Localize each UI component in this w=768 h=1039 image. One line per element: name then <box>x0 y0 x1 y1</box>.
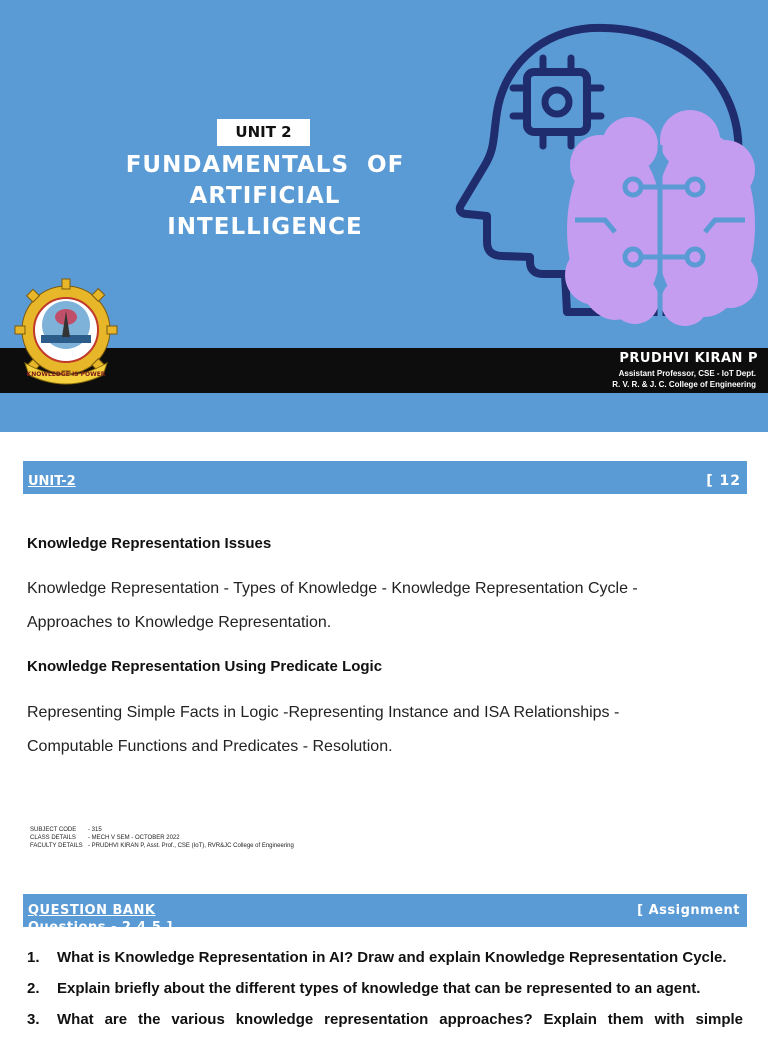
question-text: Explain briefly about the different types of knowledge that can be represented to an agent. <box>57 980 701 997</box>
cover-title-line: INTELLIGENCE <box>167 214 363 240</box>
meta-key: SUBJECT CODE <box>30 827 77 833</box>
section-paragraph <box>27 572 741 640</box>
paragraph-line: Approaches to Knowledge Representation. <box>27 614 332 631</box>
question-number: 2. <box>27 980 40 997</box>
question-text: What are the various knowledge representation approaches? Explain them with simple <box>57 1011 743 1028</box>
course-meta <box>30 826 294 850</box>
paragraph-line: Computable Functions and Predicates - Resolution. <box>27 738 393 755</box>
meta-row <box>30 842 294 850</box>
question-number: 3. <box>27 1011 40 1028</box>
cover-title <box>100 150 430 243</box>
list-item <box>27 1008 743 1039</box>
paragraph-line: Knowledge Representation - Types of Knowledge - Knowledge Representation Cycle - <box>27 580 638 597</box>
meta-key: FACULTY DETAILS <box>30 843 83 849</box>
college-logo-icon <box>15 275 118 390</box>
cover-title-line: FUNDAMENTALS OF <box>125 152 405 178</box>
section-heading: Knowledge Representation Issues <box>27 535 272 552</box>
meta-row <box>30 826 294 834</box>
cover-title-line: ARTIFICIAL <box>189 183 341 209</box>
unit-header-bar <box>23 461 747 494</box>
question-bank-label[interactable]: QUESTION BANK <box>28 903 156 918</box>
unit-header-periods: [ 12 <box>706 473 741 489</box>
meta-key: CLASS DETAILS <box>30 835 76 841</box>
question-text: What is Knowledge Representation in AI? Draw and explain Knowledge Representation Cycle. <box>57 949 727 966</box>
svg-text:KNOWLEDGE IS POWER: KNOWLEDGE IS POWER <box>26 371 106 378</box>
question-bank-assignment-questions: Questions - 2,4,5 ] <box>28 920 173 935</box>
ai-head-icon <box>455 20 760 330</box>
section-paragraph <box>27 696 741 764</box>
list-item <box>27 946 743 977</box>
author-role-line: Assistant Professor, CSE - IoT Dept. <box>618 369 756 378</box>
author-name: PRUDHVI KIRAN P <box>619 351 758 366</box>
question-list <box>27 946 743 1039</box>
section-heading: Knowledge Representation Using Predicate Logic <box>27 658 383 675</box>
unit-label: UNIT 2 <box>217 119 310 146</box>
question-bank-bar <box>23 894 747 935</box>
unit-header-label[interactable]: UNIT-2 <box>28 474 76 489</box>
list-item <box>27 977 743 1008</box>
author-role-line: R. V. R. & J. C. College of Engineering <box>612 380 756 389</box>
paragraph-line: Representing Simple Facts in Logic -Representing Instance and ISA Relationships - <box>27 704 620 721</box>
meta-row <box>30 834 294 842</box>
cover-slide <box>0 0 768 432</box>
meta-value: - 315 <box>88 827 102 833</box>
question-bank-assignment: [ Assignment <box>637 903 740 918</box>
meta-value: - MECH V SEM - OCTOBER 2022 <box>88 835 180 841</box>
author-role <box>612 368 756 390</box>
meta-value: - PRUDHVI KIRAN P, Asst. Prof., CSE (IoT), RVR&JC College of Engineering <box>88 843 294 849</box>
question-number: 1. <box>27 949 40 966</box>
